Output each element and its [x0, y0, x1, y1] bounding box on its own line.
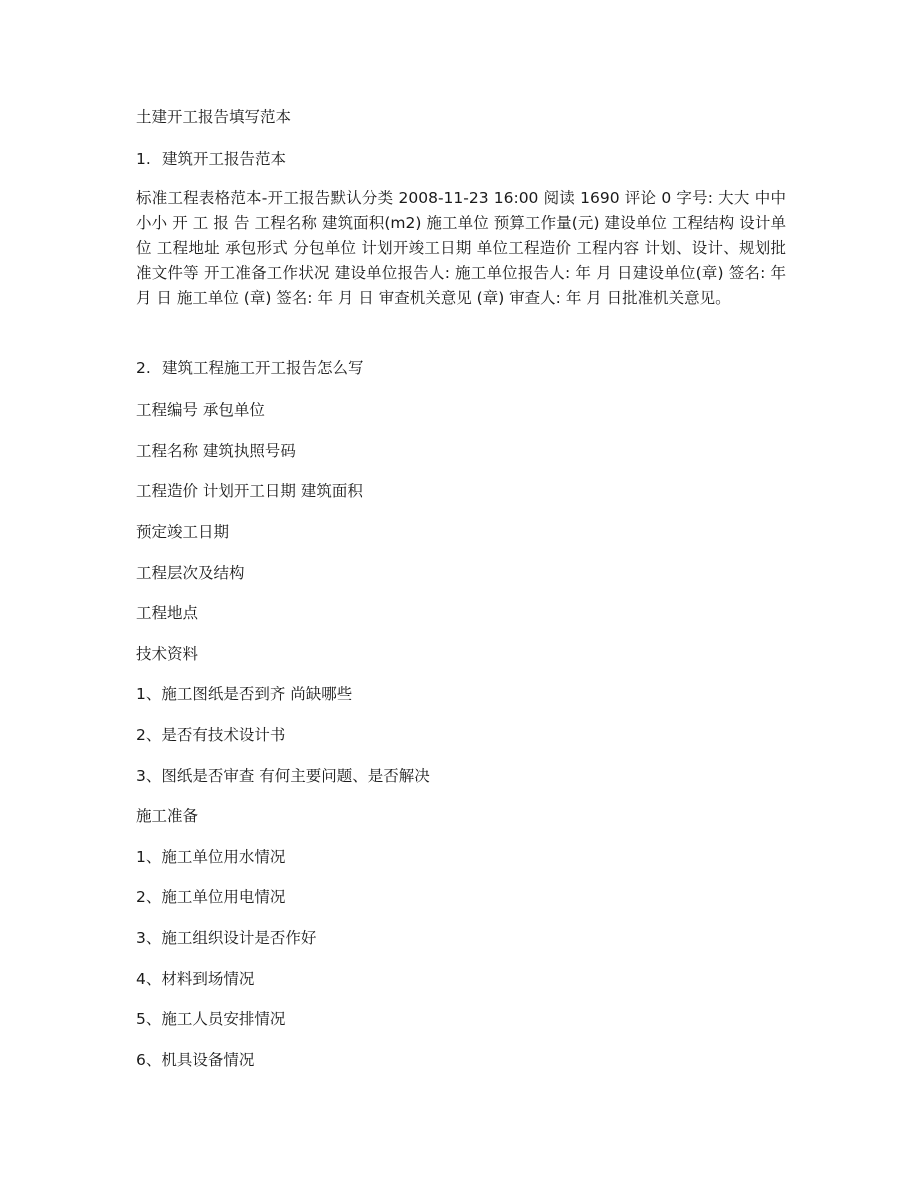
list-line: 工程编号 承包单位: [136, 401, 265, 419]
list-line: 6、机具设备情况: [136, 1051, 255, 1069]
list-line: 2、施工单位用电情况: [136, 888, 286, 906]
section-heading-2: [136, 355, 364, 381]
section-1-body: 标准工程表格范本-开工报告默认分类 2008-11-23 16:00 阅读 1690 评论 0 字号: 大大 中中 小小 开 工 报 告 工程名称 建筑面积(m2) 施工单位 预算工作量(元) 建设单位 工程结构 设计单位 工程地址 承包形式 分包单位 计划开竣工日期 单位工程造价 工程内容 计划、设计、规划批准文件等 开工准备工作状况 建设单位报告人: 施工单位报告人: 年 月 日建设单位(章) 签名: 年 月 日 施工单位 (章) 签名: 年 月 日 审查机关意见 (章) 审查人: 年 月 日批准机关意见。: [136, 189, 786, 307]
list-line: 施工准备: [136, 807, 199, 825]
section-title: 建筑工程施工开工报告怎么写: [162, 359, 364, 377]
list-line: 5、施工人员安排情况: [136, 1010, 286, 1028]
list-line: 预定竣工日期: [136, 523, 230, 541]
list-line: 1、施工单位用水情况: [136, 848, 286, 866]
section-number: 2.: [136, 359, 151, 377]
list-line: 工程地点: [136, 604, 199, 622]
list-line: 1、施工图纸是否到齐 尚缺哪些: [136, 685, 353, 703]
section-title: 建筑开工报告范本: [162, 150, 287, 168]
document-title: 土建开工报告填写范本: [136, 108, 292, 126]
list-line: 工程层次及结构: [136, 564, 245, 582]
section-heading-1: [136, 146, 286, 172]
list-line: 2、是否有技术设计书: [136, 726, 286, 744]
list-line: 技术资料: [136, 645, 199, 663]
list-line: 3、图纸是否审查 有何主要问题、是否解决: [136, 767, 430, 785]
list-line: 4、材料到场情况: [136, 970, 255, 988]
section-number: 1.: [136, 150, 151, 168]
list-line: 工程名称 建筑执照号码: [136, 442, 296, 460]
list-line: 工程造价 计划开工日期 建筑面积: [136, 482, 363, 500]
list-line: 3、施工组织设计是否作好: [136, 929, 317, 947]
